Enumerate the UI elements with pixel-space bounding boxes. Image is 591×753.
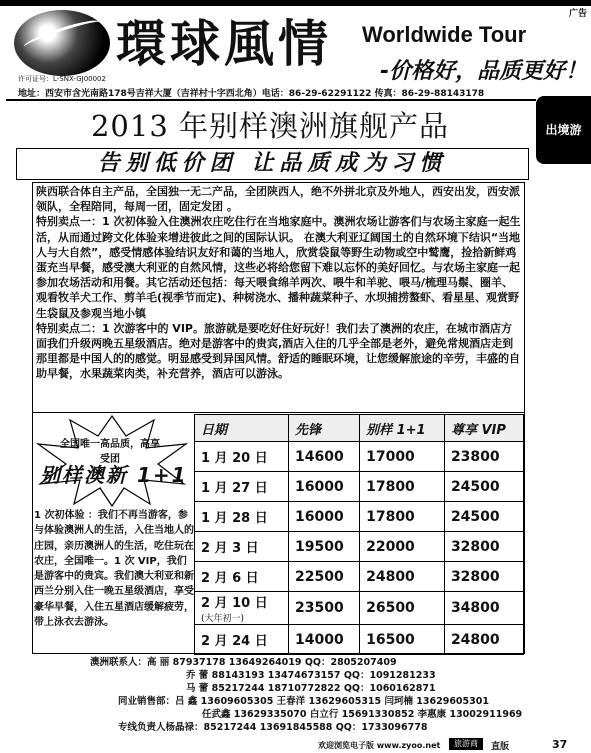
contact-row: 同业销售部：吕 鑫 13609605305 王春洋 13629605315 闫珂楠 13629605301 (118, 696, 489, 707)
top-bar (0, 0, 591, 6)
price-cell: 22500 (289, 562, 360, 592)
price-cell: 22000 (360, 532, 445, 562)
price-cell: 16500 (360, 625, 445, 655)
header-date: 日期 (195, 415, 289, 442)
intro-paragraph: 陕西联合体自主产品，全国独一无二产品，全团陕西人，绝不外拼北京及外地人，西安出发，西安派领队，全程陪同，每周一团，固定发团 。 (36, 185, 520, 214)
table-row (195, 592, 524, 625)
table-row (195, 625, 524, 655)
price-table (194, 414, 524, 655)
price-cell: 16000 (289, 502, 360, 532)
date-cell: 2 月 3 日 (195, 532, 289, 562)
table-row (195, 442, 524, 472)
date-cell: 1 月 28 日 (195, 502, 289, 532)
price-cell: 16000 (289, 472, 360, 502)
date-text: 2 月 10 日 (201, 596, 268, 611)
header-vip: 尊享 VIP (444, 415, 523, 442)
lunar-note: (大年初一) (201, 614, 245, 624)
header-divider (6, 99, 536, 101)
side-tab-outbound (536, 96, 591, 164)
banner: 告别低价团 让品质成为习惯 (16, 148, 529, 180)
footer-url: 欢迎浏览电子版 www.zyoo.net (318, 741, 441, 750)
section-divider (32, 412, 525, 413)
brand-name-cn: 環球風情 (116, 15, 332, 73)
contacts-block (90, 656, 530, 734)
license-number: 许可证号：L-SNX-GJ00002 (18, 75, 106, 83)
date-cell: 2 月 6 日 (195, 562, 289, 592)
date-cell: 1 月 20 日 (195, 442, 289, 472)
contact-row: 马 蕾 85217244 18710772822 QQ：1060162871 (186, 683, 436, 694)
price-cell: 23500 (289, 592, 360, 625)
contact-row: 任武鑫 13629335070 白立行 15691330852 李惠康 13002911969 (202, 709, 523, 720)
footer-issue: 直版 (491, 742, 510, 752)
contact-row: 专线负责人杨晶禄：85217244 13691845588 QQ：1733096778 (118, 722, 428, 733)
intro-text (36, 184, 522, 382)
globe-logo-icon (14, 10, 110, 76)
price-cell: 34800 (444, 592, 523, 625)
footer-badge: 旅游商 (449, 738, 483, 750)
table-row (195, 472, 524, 502)
price-cell: 17800 (360, 502, 445, 532)
page-number: 37 (552, 738, 568, 751)
table-row (195, 502, 524, 532)
price-cell: 14000 (289, 625, 360, 655)
price-cell: 17800 (360, 472, 445, 502)
table-row (195, 562, 524, 592)
table-row (195, 532, 524, 562)
price-cell: 26500 (360, 592, 445, 625)
date-cell: 2 月 24 日 (195, 625, 289, 655)
slogan: -价格好，品质更好！ (380, 59, 588, 84)
side-tab-label: 出境游 (545, 122, 582, 137)
price-cell: 24800 (444, 625, 523, 655)
header-special: 别样 1+1 (360, 415, 445, 442)
price-cell: 32800 (444, 532, 523, 562)
price-cell: 19500 (289, 532, 360, 562)
brand-name-en: Worldwide Tour (362, 22, 527, 47)
table-header-row (195, 415, 524, 442)
selling-point-1: 特别卖点一：1 次初体验入住澳洲农庄吃住行在当地家庭中。澳洲农场让游客们与农场主家庭一起生活，从而通过跨文化体验来增进彼此之间的国际认识。 在澳大利亚辽阔国土的自然环境下结识“当地人与大自然”，感受情感体验结识友好和蔼的当地人，欣赏袋鼠等野生动物或空中鹫鹰，捡拾新鲜鸡蛋充当早餐，感受澳大利亚的自然风情，这些必将给您留下难以忘怀的美好回忆。与农场主家庭一起参加农场活动和用餐。其它活动还包括：每天喂食绵羊两次、喂牛和羊驼、喂马/梳理马鬃、圈羊、观看牧羊犬工作、剪羊毛(视季节而定)、种树浇水、播种蔬菜种子、水坝捕捞螯虾、看星星、观赏野生袋鼠及参观当地小镇 (36, 215, 521, 320)
promo-title: 别样澳新 1+1 (40, 463, 188, 487)
header-pioneer: 先锋 (289, 415, 360, 442)
selling-point-2: 特别卖点二：1 次游客中的 VIP。旅游就是要吃好住好玩好！我们去了澳洲的农庄，在城市酒店方面我们升级两晚五星级酒店。绝对是游客中的贵宾,酒店入住的几乎全部是老外，避免常规酒店走到那里都是中国人的的感觉。明显感受到异国风情。舒适的睡眠环境，让您缓解旅途的辛劳，丰盛的自助早餐，水果蔬菜肉类，补充营养，酒店可以游泳。 (36, 321, 520, 381)
ad-label: 广告 (568, 9, 587, 19)
contact-row: 乔 蕾 88143193 13474673157 QQ：1091281233 (186, 670, 436, 681)
promo-description: 1 次初体验 ：我们不再当游客，参与体验澳洲人的生活，入住当地人的庄园，亲历澳洲人的生活，吃住玩在农庄，全国唯一。1 次 VIP，我们是游客中的贵宾。我们澳大利亚和新西兰分别入住一晚五星级酒店，享受豪华早餐，入住五星酒店缓解疲劳，带上泳衣去游泳。 (34, 510, 194, 629)
price-cell: 24800 (360, 562, 445, 592)
date-cell (195, 592, 289, 625)
date-cell: 1 月 27 日 (195, 472, 289, 502)
price-cell: 23800 (444, 442, 523, 472)
star-text: 全国唯一高品质，高享受团 (60, 439, 160, 465)
address-line: 地址：西安市含光南路178号吉祥大厦（吉祥村十字西北角）电话：86-29-62291122 传真：86-29-88143178 (18, 89, 485, 99)
price-cell: 14600 (289, 442, 360, 472)
price-cell: 24500 (444, 472, 523, 502)
price-cell: 17000 (360, 442, 445, 472)
price-cell: 24500 (444, 502, 523, 532)
headline: 2013 年别样澳洲旗舰产品 (90, 109, 450, 143)
contact-row: 澳洲联系人：高 丽 87937178 13649264019 QQ：2805207409 (90, 657, 397, 668)
price-cell: 32800 (444, 562, 523, 592)
